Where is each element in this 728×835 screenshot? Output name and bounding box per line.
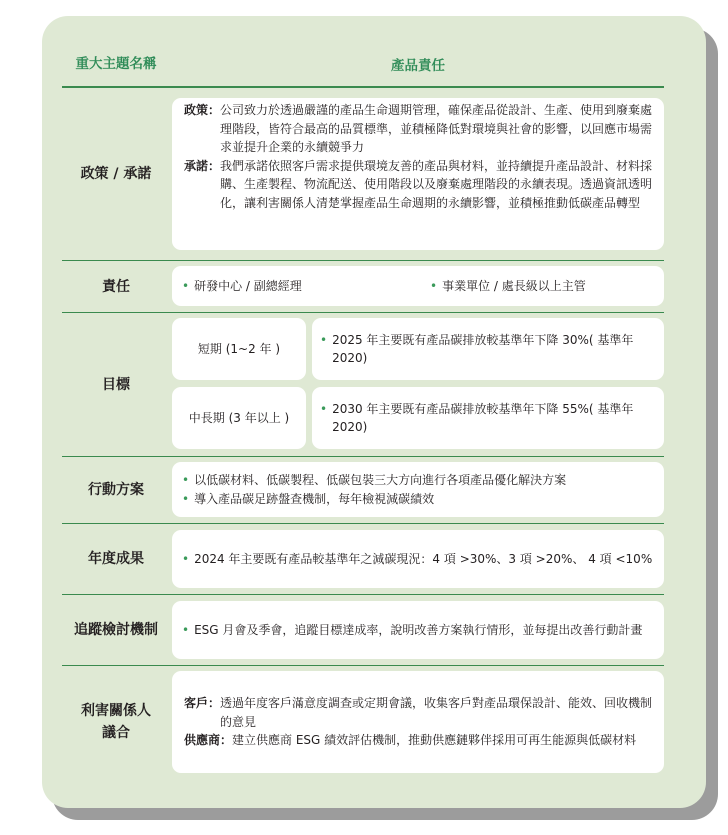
responsibility-label: 責任	[102, 278, 130, 295]
material-topic-table	[62, 42, 664, 778]
topic-label: 重大主題名稱	[75, 56, 157, 72]
bullet-icon: •	[182, 622, 190, 637]
responsibility-item: 研發中心 / 副總經理	[194, 278, 302, 293]
supplier-key: 供應商：	[184, 733, 233, 748]
commitment-text: 我們承諾依照客戶需求提供環境友善的產品與材料，並持續提升產品設計、材料採購、生產製程、物流配送、使用階段以及廢棄處理階段的永續表現。透過資訊透明化，讓利害關係人清楚掌握產品生命週期的永續影響，並積極推動低碳產品轉型	[220, 158, 653, 210]
bullet-icon: •	[320, 332, 328, 347]
short-term-text: 2025 年主要既有產品碳排放較基準年下降 30%( 基準年 2020)	[332, 332, 634, 365]
stakeholder-cell	[172, 671, 664, 773]
action-item: 導入產品碳足跡盤查機制，每年檢視減碳績效	[194, 491, 435, 506]
action-item: 以低碳材料、低碳製程、低碳包裝三大方向進行各項產品優化解決方案	[194, 473, 567, 487]
commitment-key: 承諾：	[184, 158, 221, 173]
bullet-icon: •	[182, 473, 190, 487]
stakeholder-row	[62, 666, 664, 778]
actions-row	[62, 457, 664, 524]
mid-term-label: 中長期 (3 年以上 )	[172, 387, 306, 449]
policy-row	[62, 88, 664, 261]
bullet-icon: •	[320, 401, 328, 416]
responsibility-row	[62, 261, 664, 313]
stakeholder-label	[62, 666, 170, 778]
customer-key: 客戶：	[184, 696, 221, 711]
tracking-cell	[172, 601, 664, 659]
policy-key: 政策：	[184, 103, 221, 117]
mid-term-target	[312, 387, 664, 449]
tracking-text: ESG 月會及季會，追蹤目標達成率，說明改善方案執行情形，並每提出改善行動計畫	[194, 622, 643, 637]
policy-line	[184, 101, 654, 157]
customer-text: 透過年度客戶滿意度調查或定期會議，收集客戶對產品環保設計、能效、回收機制的意見	[220, 696, 653, 729]
bullet-icon: •	[182, 551, 190, 566]
policy-text: 公司致力於透過嚴謹的產品生命週期管理，確保產品從設計、生產、使用到廢棄處理階段，皆符合最高的品質標準，並積極降低對環境與社會的影響，以回應市場需求並提升企業的永續競爭力	[220, 103, 653, 154]
stakeholder-label-line2: 議合	[102, 725, 130, 741]
supplier-line	[184, 731, 654, 750]
mid-term-text: 2030 年主要既有產品碳排放較基準年下降 55%( 基準年 2020)	[332, 401, 634, 434]
bullet-icon: •	[182, 278, 190, 293]
tracking-row	[62, 595, 664, 666]
results-cell	[172, 530, 664, 588]
header-row	[62, 42, 664, 88]
tracking-label: 追蹤檢討機制	[74, 622, 158, 638]
responsibility-cell	[172, 266, 664, 306]
bullet-icon: •	[430, 278, 438, 293]
stakeholder-label-line1: 利害關係人	[81, 703, 151, 719]
policy-label: 政策 / 承諾	[80, 166, 152, 182]
commitment-line	[184, 157, 654, 213]
actions-label: 行動方案	[88, 482, 144, 498]
results-row	[62, 524, 664, 595]
topic-title: 產品責任	[391, 58, 445, 74]
responsibility-item: 事業單位 / 處長級以上主管	[442, 278, 586, 293]
actions-cell	[172, 462, 664, 517]
short-term-label: 短期 (1~2 年 )	[172, 318, 306, 380]
short-term-target	[312, 318, 664, 380]
targets-row	[62, 313, 664, 457]
customer-line	[184, 694, 654, 731]
supplier-text: 建立供應商 ESG 績效評估機制，推動供應鏈夥伴採用可再生能源與低碳材料	[232, 733, 637, 748]
targets-label: 目標	[102, 376, 130, 393]
policy-cell	[172, 98, 664, 250]
results-text: 2024 年主要既有產品較基準年之減碳現況：4 項 >30%、3 項 >20%、 4 項 <10%	[194, 551, 653, 566]
results-label: 年度成果	[88, 551, 144, 567]
bullet-icon: •	[182, 491, 190, 506]
